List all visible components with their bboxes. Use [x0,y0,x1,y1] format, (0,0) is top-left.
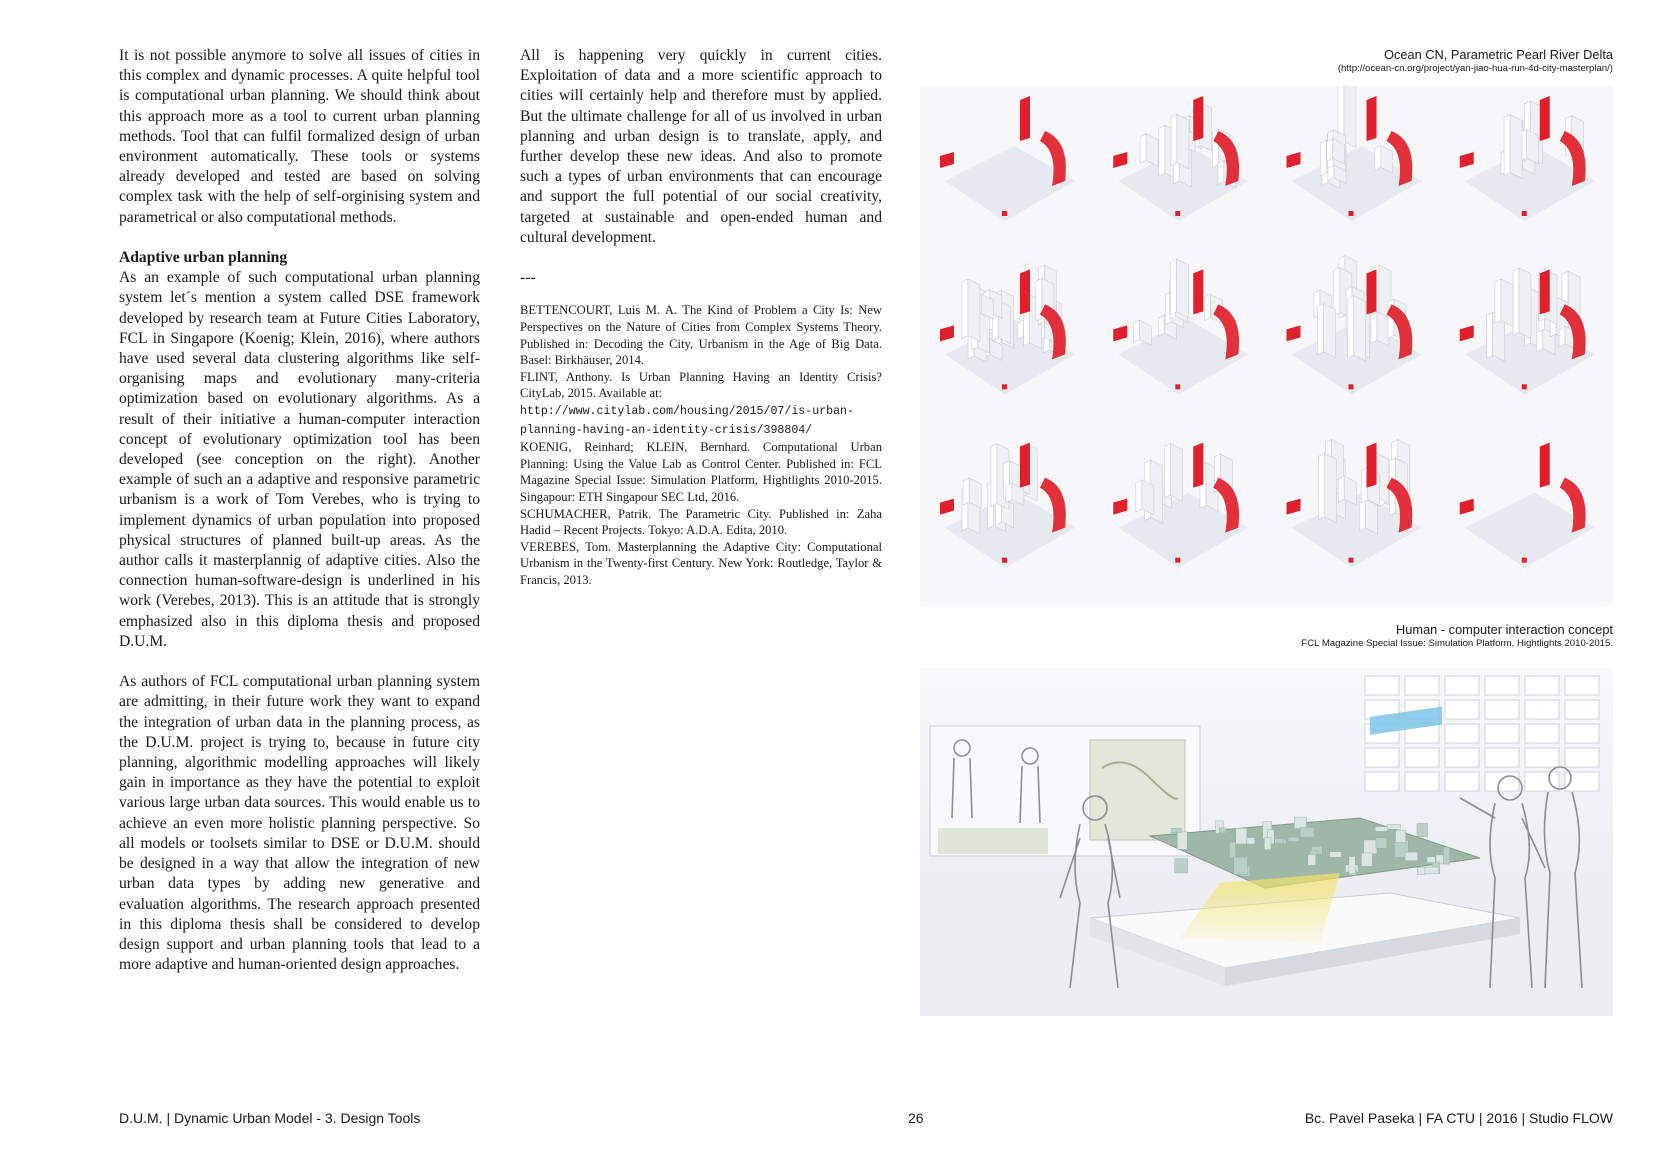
map-panel [1090,740,1185,840]
city-block [1308,854,1316,865]
wall-screen [1405,772,1439,791]
massing-panel [1113,443,1248,568]
wall-screen [1445,700,1479,719]
city-block [1361,853,1372,867]
city-block [1236,828,1247,844]
wall-screen [1565,676,1599,695]
city-block [1396,830,1406,842]
city-block [1300,827,1314,837]
reference-item: FLINT, Anthony. Is Urban Planning Having an Identity Crisis? CityLab, 2015. Available at: http://www.citylab.com/housing/2015/07/is-urban-planning-having-an-identity-crisis/398804/ [520,369,882,437]
parametric-massing-grid [920,86,1613,606]
wall-screen [1565,724,1599,743]
wall-screen [1365,748,1399,767]
reference-url[interactable]: http://www.citylab.com/housing/2015/07/is-urban-planning-having-an-identity-crisis/398804/ [520,404,854,437]
city-block [1330,852,1342,858]
wall-screen [1485,676,1519,695]
wall-screen [1525,700,1559,719]
reference-item: VEREBES, Tom. Masterplanning the Adaptive City: Computational Urbanism in the Twenty-first Century. New York: Routledge, Taylor & Francis, 2013. [520,539,882,587]
wall-screen [1525,724,1559,743]
massing-panel [1460,96,1595,221]
city-block [1425,867,1439,874]
wall-screen [1485,748,1519,767]
massing-grid-illustration [920,86,1613,606]
city-block [1375,827,1387,832]
middle-text-column [520,46,882,589]
wall-screen [1445,724,1479,743]
massing-panel [940,443,1075,568]
massing-panel [1287,86,1422,221]
city-block [1387,824,1401,829]
figure1-caption [1338,47,1613,75]
massing-panel [1113,96,1248,221]
city-block [1376,838,1387,849]
wall-screen [1445,676,1479,695]
city-block [1294,817,1306,829]
wall-model [938,828,1048,854]
city-block [1177,832,1187,849]
dse-paragraph: As an example of such computational urban planning system let´s mention a system called DSE framework developed by research team at Future Cities Laboratory, FCL in Singapore (Koenig; Klein, 2016), where authors have used several data clustering algorithms like self-organising maps and evolutionary many-criteria optimization based on evolutionary algorithms. As a result of their initiative a human-computer interaction concept of evolutionary optimization tool has been developed (see conception on the right). Another example of such an a adaptive and responsive parametric urbanism is a work of Tom Verebes, who is trying to implement dynamics of urban population into proposed physical structures of planned built-up areas. As the author calls it masterplannig of adaptive cities. Also the connection human-software-design is underlined in his work (Verebes, 2013). This is an attitude that is strongly emphasized also in this diploma thesis and proposed D.U.M. [119,269,480,650]
figure1-source: (http://ocean-cn.org/project/yan-jiao-hua-run-4d-city-masterplan/) [1337,63,1613,74]
separator: --- [520,269,536,287]
wall-screen [1565,700,1599,719]
massing-panel [1460,268,1595,395]
footer-title: D.U.M. | Dynamic Urban Model - 3. Design Tools [119,1110,421,1126]
wall-screen [1525,748,1559,767]
city-block [1229,842,1235,858]
city-block [1288,837,1299,842]
city-block [1417,823,1428,836]
massing-panel [1460,443,1595,568]
city-block [1405,852,1417,861]
page-number: 26 [908,1110,924,1126]
references-list [520,302,882,588]
wall-screen [1485,772,1519,791]
reference-item: BETTENCOURT, Luis M. A. The Kind of Problem a City Is: New Perspectives on the Nature of Cities from Complex Systems Theory. Published in: Decoding the City, Urbanism in the Age of Big Data. Basel: Birkhäuser, 2014. [520,303,882,368]
wall-screen [1565,748,1599,767]
section-heading: Adaptive urban planning [119,249,288,267]
wall-screen [1445,772,1479,791]
wall-screen [1525,676,1559,695]
cities-paragraph: All is happening very quickly in current cities. Exploitation of data and a more scientific approach to cities will certainly help and therefore must by applied. But the ultimate challenge for all of us involved in urban planning and urban design is to translate, apply, and further develop these new ideas. And also to promote such a types of urban environments that can encourage and support the full potential of our social creativity, targeted at sustainable and open-ended human and cultural development. [520,47,882,246]
fcl-paragraph: As authors of FCL computational urban planning system are admitting, in their future work they want to expand the integration of urban data in the planning process, as the D.U.M. project is trying to, because in future city planning, algorithmic modelling approaches will likely gain in importance as they have the potential to exploit various large urban data sources. This would enable us to achieve an even more holistic planning perspective. So all models or toolsets similar to DSE or D.U.M. should be designed in a way that allow the integration of new urban data types by adding new generative and evaluation algorithms. The research approach presented in this diploma thesis shall be considered to develop design support and urban planning tools that lead to a more adaptive and human-oriented design approaches. [119,673,480,974]
figure1-title: Ocean CN, Parametric Pearl River Delta [1384,47,1613,62]
wall-screen [1365,676,1399,695]
footer-author: Bc. Pavel Paseka | FA CTU | 2016 | Studio FLOW [1304,1110,1613,1126]
city-block [1443,847,1449,864]
figure2-source: FCL Magazine Special Issue: Simulation Platform, Hightlights 2010-2015. [1301,638,1613,649]
city-block [1219,828,1226,833]
city-block [1349,856,1355,873]
reference-item: KOENIG, Reinhard; KLEIN, Bernhard. Computational Urban Planning: Using the Value Lab as Control Center. Published in: FCL Magazine Special Issue: Simulation Platform, Hightlights 2010-2015. Singapour: ETH Singapour SEC Ltd, 2016. [520,440,882,504]
reference-item: SCHUMACHER, Patrik. The Parametric City. Published in: Zaha Hadid – Recent Projects. Tokyo: A.D.A. Edita, 2010. [520,506,882,538]
wall-screen [1485,700,1519,719]
interaction-concept-image [920,668,1613,1016]
massing-panel [1113,259,1248,394]
wall-screen [1405,748,1439,767]
wall-screen [1405,676,1439,695]
massing-panel [940,96,1075,221]
city-block [1247,838,1255,845]
wall-screen [1485,724,1519,743]
wall-screen [1445,748,1479,767]
massing-panel [1287,440,1422,568]
wall-screen [1365,772,1399,791]
wall-screen [1525,772,1559,791]
city-block [1427,857,1435,863]
massing-panel [940,265,1075,394]
interaction-room-illustration [920,668,1613,1016]
intro-paragraph: It is not possible anymore to solve all issues of cities in this complex and dynamic processes. A quite helpful tool is computational urban planning. We should think about this approach more as a tool to current urban planning methods. Tool that can fulfil formalized design of urban environment automatically. These tools or systems already developed and tested are based on solving complex task with the help of self-orginising system and parametrical or also computational methods. [119,47,480,226]
city-block [1275,838,1283,843]
figure2-title: Human - computer interaction concept [1396,622,1613,637]
massing-panel [1287,256,1422,395]
city-block [1264,838,1271,850]
city-block [1364,840,1377,854]
left-text-column [119,46,480,975]
city-block [1234,857,1248,874]
city-block [1171,828,1181,832]
figure2-caption [1301,622,1613,650]
city-block [1417,867,1425,874]
city-block [1175,859,1188,873]
